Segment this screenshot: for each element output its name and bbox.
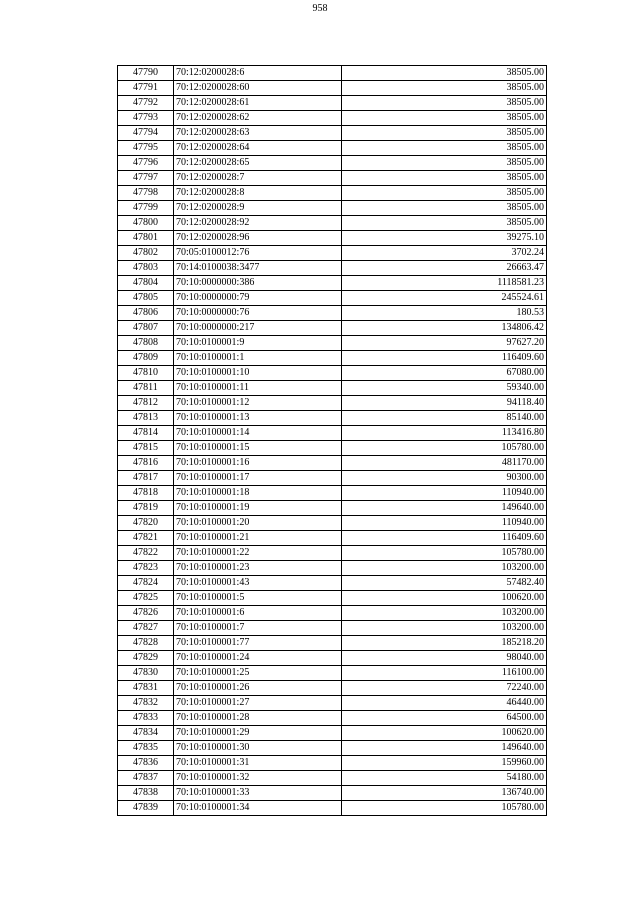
value-cell: 38505.00: [342, 81, 547, 96]
value-cell: 38505.00: [342, 171, 547, 186]
table-row: [118, 426, 547, 441]
row-number-cell: 47821: [118, 531, 174, 546]
value-cell: 180.53: [342, 306, 547, 321]
value-cell: 1118581.23: [342, 276, 547, 291]
cadastral-number-cell: 70:10:0100001:7: [174, 621, 342, 636]
cadastral-number-cell: 70:10:0100001:6: [174, 606, 342, 621]
value-cell: 38505.00: [342, 96, 547, 111]
value-cell: 103200.00: [342, 606, 547, 621]
table-row: [118, 591, 547, 606]
table-row: [118, 66, 547, 81]
row-number-cell: 47807: [118, 321, 174, 336]
cadastral-number-cell: 70:10:0100001:9: [174, 336, 342, 351]
table-row: [118, 666, 547, 681]
row-number-cell: 47839: [118, 801, 174, 816]
row-number-cell: 47818: [118, 486, 174, 501]
row-number-cell: 47826: [118, 606, 174, 621]
table-row: [118, 801, 547, 816]
row-number-cell: 47791: [118, 81, 174, 96]
table-row: [118, 111, 547, 126]
value-cell: 90300.00: [342, 471, 547, 486]
cadastral-number-cell: 70:10:0100001:27: [174, 696, 342, 711]
value-cell: 38505.00: [342, 186, 547, 201]
value-cell: 116409.60: [342, 351, 547, 366]
cadastral-number-cell: 70:10:0100001:25: [174, 666, 342, 681]
cadastral-number-cell: 70:10:0100001:16: [174, 456, 342, 471]
row-number-cell: 47817: [118, 471, 174, 486]
row-number-cell: 47837: [118, 771, 174, 786]
row-number-cell: 47794: [118, 126, 174, 141]
cadastral-number-cell: 70:10:0100001:15: [174, 441, 342, 456]
value-cell: 98040.00: [342, 651, 547, 666]
cadastral-number-cell: 70:10:0100001:1: [174, 351, 342, 366]
cadastral-number-cell: 70:12:0200028:7: [174, 171, 342, 186]
value-cell: 245524.61: [342, 291, 547, 306]
cadastral-number-cell: 70:12:0200028:8: [174, 186, 342, 201]
row-number-cell: 47825: [118, 591, 174, 606]
cadastral-number-cell: 70:10:0100001:20: [174, 516, 342, 531]
cadastral-number-cell: 70:10:0000000:217: [174, 321, 342, 336]
cadastral-number-cell: 70:12:0200028:60: [174, 81, 342, 96]
row-number-cell: 47800: [118, 216, 174, 231]
row-number-cell: 47836: [118, 756, 174, 771]
row-number-cell: 47801: [118, 231, 174, 246]
table-row: [118, 576, 547, 591]
cadastral-number-cell: 70:12:0200028:64: [174, 141, 342, 156]
row-number-cell: 47798: [118, 186, 174, 201]
cadastral-number-cell: 70:10:0100001:31: [174, 756, 342, 771]
value-cell: 57482.40: [342, 576, 547, 591]
row-number-cell: 47816: [118, 456, 174, 471]
value-cell: 100620.00: [342, 726, 547, 741]
value-cell: 38505.00: [342, 201, 547, 216]
table-row: [118, 351, 547, 366]
cadastral-number-cell: 70:10:0100001:32: [174, 771, 342, 786]
table-row: [118, 531, 547, 546]
cadastral-number-cell: 70:10:0100001:14: [174, 426, 342, 441]
row-number-cell: 47806: [118, 306, 174, 321]
cadastral-number-cell: 70:14:0100038:3477: [174, 261, 342, 276]
row-number-cell: 47790: [118, 66, 174, 81]
page-number: 958: [312, 3, 328, 14]
row-number-cell: 47805: [118, 291, 174, 306]
row-number-cell: 47822: [118, 546, 174, 561]
table-row: [118, 186, 547, 201]
row-number-cell: 47832: [118, 696, 174, 711]
cadastral-number-cell: 70:10:0100001:24: [174, 651, 342, 666]
row-number-cell: 47808: [118, 336, 174, 351]
row-number-cell: 47802: [118, 246, 174, 261]
cadastral-number-cell: 70:12:0200028:65: [174, 156, 342, 171]
table-row: [118, 606, 547, 621]
value-cell: 149640.00: [342, 501, 547, 516]
table-row: [118, 726, 547, 741]
cadastral-number-cell: 70:10:0100001:28: [174, 711, 342, 726]
table-row: [118, 96, 547, 111]
cadastral-number-cell: 70:10:0100001:10: [174, 366, 342, 381]
table-row: [118, 141, 547, 156]
table-row: [118, 306, 547, 321]
table-row: [118, 651, 547, 666]
row-number-cell: 47834: [118, 726, 174, 741]
table-row: [118, 366, 547, 381]
row-number-cell: 47829: [118, 651, 174, 666]
cadastral-number-cell: 70:12:0200028:9: [174, 201, 342, 216]
value-cell: 26663.47: [342, 261, 547, 276]
cadastral-number-cell: 70:12:0200028:61: [174, 96, 342, 111]
table-row: [118, 81, 547, 96]
table-row: [118, 786, 547, 801]
value-cell: 185218.20: [342, 636, 547, 651]
table-row: [118, 336, 547, 351]
value-cell: 136740.00: [342, 786, 547, 801]
cadastral-number-cell: 70:10:0100001:18: [174, 486, 342, 501]
cadastral-number-cell: 70:10:0100001:19: [174, 501, 342, 516]
value-cell: 103200.00: [342, 621, 547, 636]
value-cell: 110940.00: [342, 486, 547, 501]
value-cell: 97627.20: [342, 336, 547, 351]
value-cell: 103200.00: [342, 561, 547, 576]
cadastral-number-cell: 70:10:0100001:30: [174, 741, 342, 756]
row-number-cell: 47815: [118, 441, 174, 456]
row-number-cell: 47797: [118, 171, 174, 186]
row-number-cell: 47792: [118, 96, 174, 111]
table-row: [118, 201, 547, 216]
table-row: [118, 381, 547, 396]
table-row: [118, 126, 547, 141]
cadastral-number-cell: 70:10:0100001:13: [174, 411, 342, 426]
table-row: [118, 171, 547, 186]
row-number-cell: 47820: [118, 516, 174, 531]
table-row: [118, 411, 547, 426]
value-cell: 38505.00: [342, 156, 547, 171]
value-cell: 481170.00: [342, 456, 547, 471]
row-number-cell: 47796: [118, 156, 174, 171]
table-row: [118, 696, 547, 711]
table-row: [118, 261, 547, 276]
row-number-cell: 47795: [118, 141, 174, 156]
value-cell: 105780.00: [342, 441, 547, 456]
table-row: [118, 486, 547, 501]
row-number-cell: 47830: [118, 666, 174, 681]
value-cell: 38505.00: [342, 111, 547, 126]
table-row: [118, 741, 547, 756]
table-row: [118, 681, 547, 696]
row-number-cell: 47819: [118, 501, 174, 516]
row-number-cell: 47812: [118, 396, 174, 411]
cadastral-number-cell: 70:10:0100001:33: [174, 786, 342, 801]
cadastral-number-cell: 70:10:0100001:22: [174, 546, 342, 561]
cadastral-number-cell: 70:10:0100001:43: [174, 576, 342, 591]
cadastral-number-cell: 70:10:0100001:34: [174, 801, 342, 816]
row-number-cell: 47809: [118, 351, 174, 366]
table-row: [118, 216, 547, 231]
table-row: [118, 636, 547, 651]
row-number-cell: 47831: [118, 681, 174, 696]
table-row: [118, 561, 547, 576]
table-body: [118, 66, 547, 816]
value-cell: 38505.00: [342, 66, 547, 81]
value-cell: 46440.00: [342, 696, 547, 711]
value-cell: 38505.00: [342, 216, 547, 231]
cadastral-number-cell: 70:10:0000000:386: [174, 276, 342, 291]
cadastral-number-cell: 70:10:0100001:11: [174, 381, 342, 396]
table-row: [118, 441, 547, 456]
table-row: [118, 471, 547, 486]
table-row: [118, 276, 547, 291]
cadastral-number-cell: 70:10:0100001:23: [174, 561, 342, 576]
cadastral-number-cell: 70:10:0100001:12: [174, 396, 342, 411]
cadastral-number-cell: 70:10:0000000:79: [174, 291, 342, 306]
value-cell: 39275.10: [342, 231, 547, 246]
value-cell: 64500.00: [342, 711, 547, 726]
value-cell: 85140.00: [342, 411, 547, 426]
value-cell: 67080.00: [342, 366, 547, 381]
value-cell: 105780.00: [342, 546, 547, 561]
cadastral-number-cell: 70:10:0100001:77: [174, 636, 342, 651]
value-cell: 159960.00: [342, 756, 547, 771]
row-number-cell: 47828: [118, 636, 174, 651]
value-cell: 100620.00: [342, 591, 547, 606]
value-cell: 134806.42: [342, 321, 547, 336]
cadastral-number-cell: 70:05:0100012:76: [174, 246, 342, 261]
table-row: [118, 246, 547, 261]
cadastral-number-cell: 70:10:0100001:21: [174, 531, 342, 546]
row-number-cell: 47804: [118, 276, 174, 291]
cadastral-number-cell: 70:12:0200028:96: [174, 231, 342, 246]
table-row: [118, 756, 547, 771]
value-cell: 72240.00: [342, 681, 547, 696]
value-cell: 59340.00: [342, 381, 547, 396]
value-cell: 110940.00: [342, 516, 547, 531]
cadastral-number-cell: 70:10:0100001:5: [174, 591, 342, 606]
value-cell: 116100.00: [342, 666, 547, 681]
row-number-cell: 47814: [118, 426, 174, 441]
row-number-cell: 47811: [118, 381, 174, 396]
cadastral-number-cell: 70:12:0200028:62: [174, 111, 342, 126]
table-row: [118, 516, 547, 531]
cadastral-number-cell: 70:10:0000000:76: [174, 306, 342, 321]
table-row: [118, 156, 547, 171]
value-cell: 38505.00: [342, 126, 547, 141]
row-number-cell: 47799: [118, 201, 174, 216]
cadastral-number-cell: 70:12:0200028:63: [174, 126, 342, 141]
cadastral-value-table: [117, 65, 547, 816]
table-row: [118, 621, 547, 636]
table-row: [118, 291, 547, 306]
cadastral-number-cell: 70:10:0100001:29: [174, 726, 342, 741]
row-number-cell: 47827: [118, 621, 174, 636]
row-number-cell: 47833: [118, 711, 174, 726]
row-number-cell: 47835: [118, 741, 174, 756]
value-cell: 149640.00: [342, 741, 547, 756]
value-cell: 94118.40: [342, 396, 547, 411]
table-row: [118, 771, 547, 786]
cadastral-number-cell: 70:12:0200028:92: [174, 216, 342, 231]
value-cell: 116409.60: [342, 531, 547, 546]
table-row: [118, 546, 547, 561]
cadastral-number-cell: 70:10:0100001:17: [174, 471, 342, 486]
table-row: [118, 711, 547, 726]
row-number-cell: 47810: [118, 366, 174, 381]
row-number-cell: 47803: [118, 261, 174, 276]
row-number-cell: 47813: [118, 411, 174, 426]
table-row: [118, 321, 547, 336]
table-row: [118, 501, 547, 516]
cadastral-number-cell: 70:10:0100001:26: [174, 681, 342, 696]
row-number-cell: 47824: [118, 576, 174, 591]
value-cell: 38505.00: [342, 141, 547, 156]
table-row: [118, 396, 547, 411]
value-cell: 113416.80: [342, 426, 547, 441]
value-cell: 54180.00: [342, 771, 547, 786]
row-number-cell: 47793: [118, 111, 174, 126]
value-cell: 3702.24: [342, 246, 547, 261]
value-cell: 105780.00: [342, 801, 547, 816]
row-number-cell: 47823: [118, 561, 174, 576]
row-number-cell: 47838: [118, 786, 174, 801]
table-row: [118, 456, 547, 471]
table-row: [118, 231, 547, 246]
cadastral-number-cell: 70:12:0200028:6: [174, 66, 342, 81]
